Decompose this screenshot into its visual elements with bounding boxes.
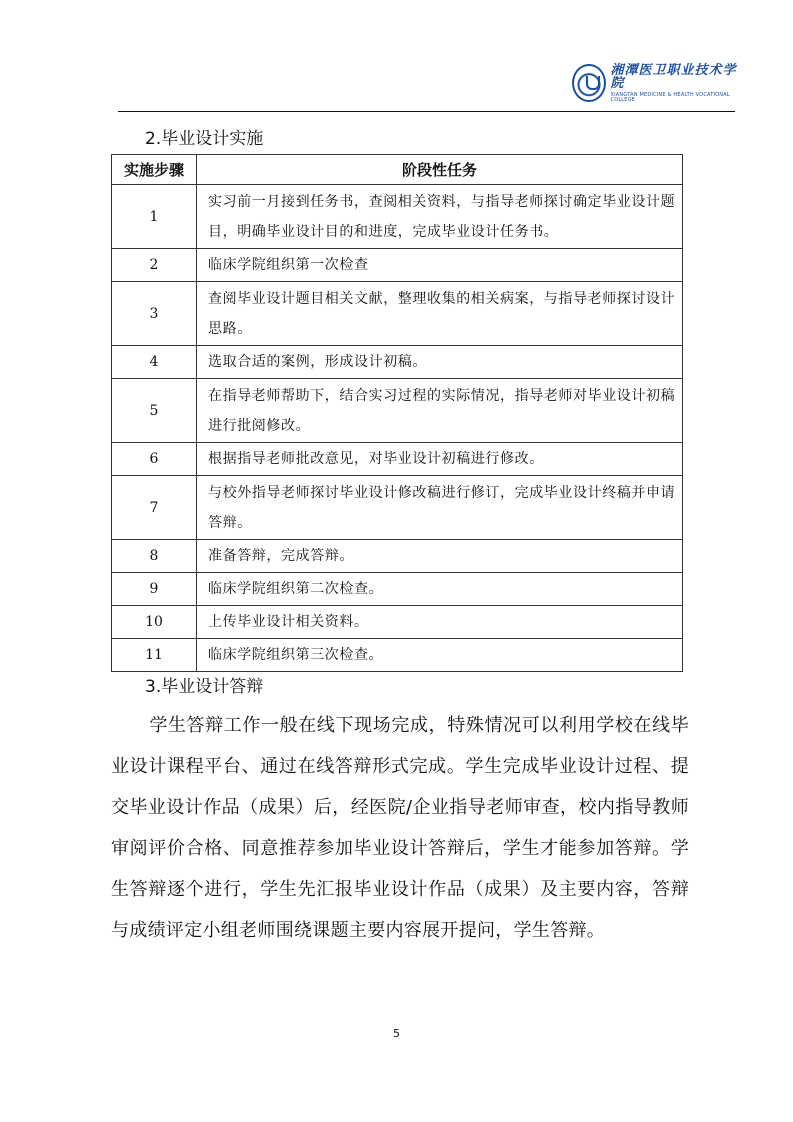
- page-number: 5: [393, 1027, 400, 1040]
- college-emblem-icon: [572, 64, 606, 102]
- step-task: 临床学院组织第一次检查: [197, 249, 683, 282]
- step-task: 临床学院组织第三次检查。: [197, 639, 683, 672]
- table-row: [112, 249, 683, 282]
- step-number: 5: [112, 379, 197, 443]
- step-task: 上传毕业设计相关资料。: [197, 606, 683, 639]
- table-row: [112, 606, 683, 639]
- table-row: [112, 185, 683, 249]
- step-task: 临床学院组织第二次检查。: [197, 573, 683, 606]
- step-number: 6: [112, 443, 197, 476]
- step-number: 7: [112, 476, 197, 540]
- step-number: 9: [112, 573, 197, 606]
- section-2-title: 2.毕业设计实施: [145, 129, 264, 149]
- header-step: 实施步骤: [112, 155, 197, 185]
- step-task: 与校外指导老师探讨毕业设计修改稿进行修订，完成毕业设计终稿并申请答辩。: [197, 476, 683, 540]
- table-row: [112, 573, 683, 606]
- table-row: [112, 540, 683, 573]
- table-row: [112, 639, 683, 672]
- implementation-steps-table: [111, 154, 683, 672]
- table-row: [112, 346, 683, 379]
- header-divider: [118, 111, 735, 112]
- step-number: 2: [112, 249, 197, 282]
- step-number: 1: [112, 185, 197, 249]
- step-task: 准备答辩，完成答辩。: [197, 540, 683, 573]
- step-number: 8: [112, 540, 197, 573]
- step-number: 11: [112, 639, 197, 672]
- defense-paragraph-text: 学生答辩工作一般在线下现场完成，特殊情况可以利用学校在线毕业设计课程平台、通过在线答辩形式完成。学生完成毕业设计过程、提交毕业设计作品（成果）后，经医院/企业指导老师审查，校内指导教师审阅评价合格、同意推荐参加毕业设计答辩后，学生才能参加答辩。学生答辩逐个进行，学生先汇报毕业设计作品（成果）及主要内容，答辩与成绩评定小组老师围绕课题主要内容展开提问，学生答辩。: [111, 715, 689, 941]
- step-task: 选取合适的案例，形成设计初稿。: [197, 346, 683, 379]
- college-logo: [572, 62, 737, 104]
- step-number: 3: [112, 282, 197, 346]
- step-task: 查阅毕业设计题目相关文献，整理收集的相关病案，与指导老师探讨设计思路。: [197, 282, 683, 346]
- step-number: 10: [112, 606, 197, 639]
- step-task: 根据指导老师批改意见，对毕业设计初稿进行修改。: [197, 443, 683, 476]
- table-row: [112, 282, 683, 346]
- step-task: 实习前一月接到任务书，查阅相关资料，与指导老师探讨确定毕业设计题目，明确毕业设计目的和进度，完成毕业设计任务书。: [197, 185, 683, 249]
- header-task: 阶段性任务: [197, 155, 683, 185]
- college-name-en: XIANGTAN MEDICINE & HEALTH VOCATIONAL COLLEGE: [610, 91, 730, 103]
- table-row: [112, 379, 683, 443]
- step-task: 在指导老师帮助下，结合实习过程的实际情况，指导老师对毕业设计初稿进行批阅修改。: [197, 379, 683, 443]
- step-number: 4: [112, 346, 197, 379]
- table-header-row: [112, 155, 683, 185]
- defense-paragraph: [111, 705, 689, 951]
- college-name: [611, 64, 738, 103]
- section-3-title: 3.毕业设计答辩: [145, 677, 264, 697]
- college-name-cn: 湘潭医卫职业技术学院: [610, 62, 737, 91]
- table-row: [112, 476, 683, 540]
- table-row: [112, 443, 683, 476]
